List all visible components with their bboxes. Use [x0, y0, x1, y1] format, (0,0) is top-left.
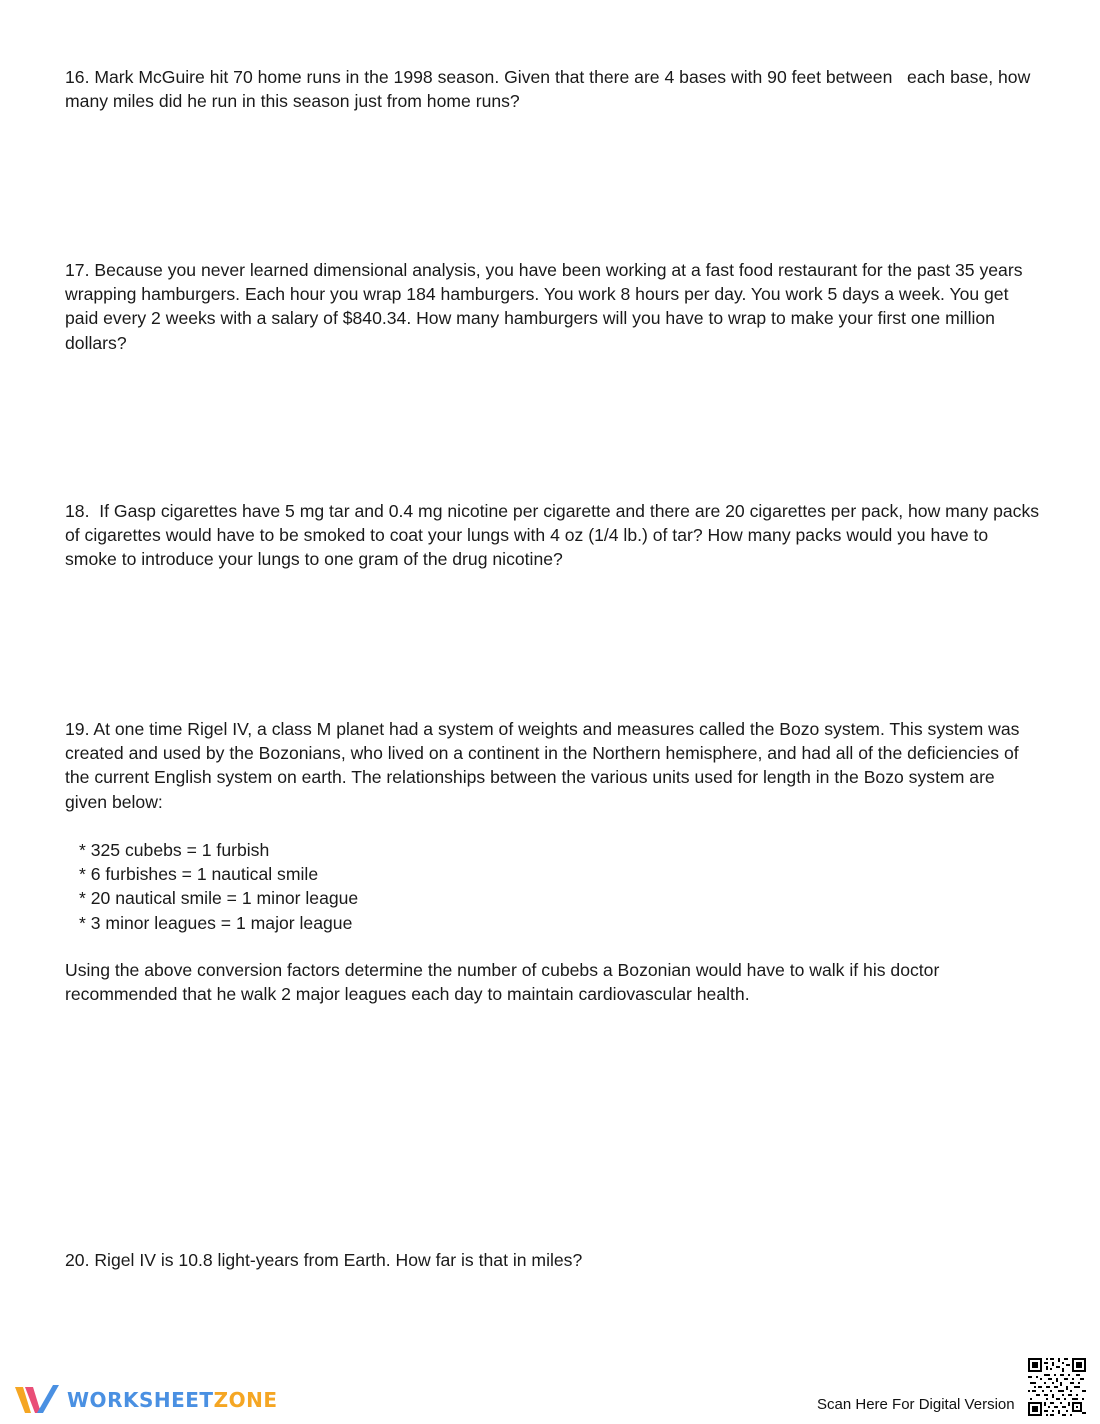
logo-text-worksheet: WORKSHEET	[67, 1388, 214, 1412]
conversion-item: * 6 furbishes = 1 nautical smile	[79, 864, 319, 885]
question-17: 17. Because you never learned dimensional analysis, you have been working at a fast food restaurant for the past 35 years wrapping hamburgers. Each hour you wrap 184 hamburgers. You work 8 hours per day. You work 5 days a week. You get paid every 2 weeks with a salary of $840.34. How many hamburgers will you have to wrap to make your first one million dollars?	[65, 260, 1028, 353]
scan-caption: Scan Here For Digital Version	[817, 1396, 1015, 1413]
conversion-list	[79, 838, 358, 935]
conversion-item: * 20 nautical smile = 1 minor league	[79, 888, 359, 909]
worksheetzone-logo[interactable]	[13, 1383, 277, 1417]
logo-text-zone: ZONE	[213, 1388, 278, 1412]
conversion-item: * 325 cubebs = 1 furbish	[79, 840, 270, 860]
conversion-item: * 3 minor leagues = 1 major league	[79, 912, 353, 933]
question-18: 18. If Gasp cigarettes have 5 mg tar and 0.4 mg nicotine per cigarette and there are 20 cigarettes per pack, how many packs of cigarettes would have to be smoked to coat your lungs with 4 oz (1/4 lb.) of tar? How many packs would you have to smoke to introduce your lungs to one gram of the drug nicotine?	[65, 501, 1044, 570]
worksheetzone-logo-icon	[13, 1383, 61, 1417]
question-19-followup: Using the above conversion factors determine the number of cubebs a Bozonian would have to walk if his doctor recommended that he walk 2 major leagues each day to maintain cardiovascular health.	[65, 960, 945, 1005]
question-16: 16. Mark McGuire hit 70 home runs in the 1998 season. Given that there are 4 bases with 90 feet between each base, how many miles did he run in this season just from home runs?	[65, 67, 1036, 112]
qr-code-icon[interactable]	[1028, 1358, 1086, 1416]
question-20: 20. Rigel IV is 10.8 light-years from Earth. How far is that in miles?	[65, 1250, 583, 1270]
question-19-intro: 19. At one time Rigel IV, a class M planet had a system of weights and measures called the Bozo system. This system was created and used by the Bozonians, who lived on a continent in the Northern hemisphere, and had all of the deficiencies of the current English system on earth. The relationships between the various units used for length in the Bozo system are given below:	[65, 719, 1025, 812]
